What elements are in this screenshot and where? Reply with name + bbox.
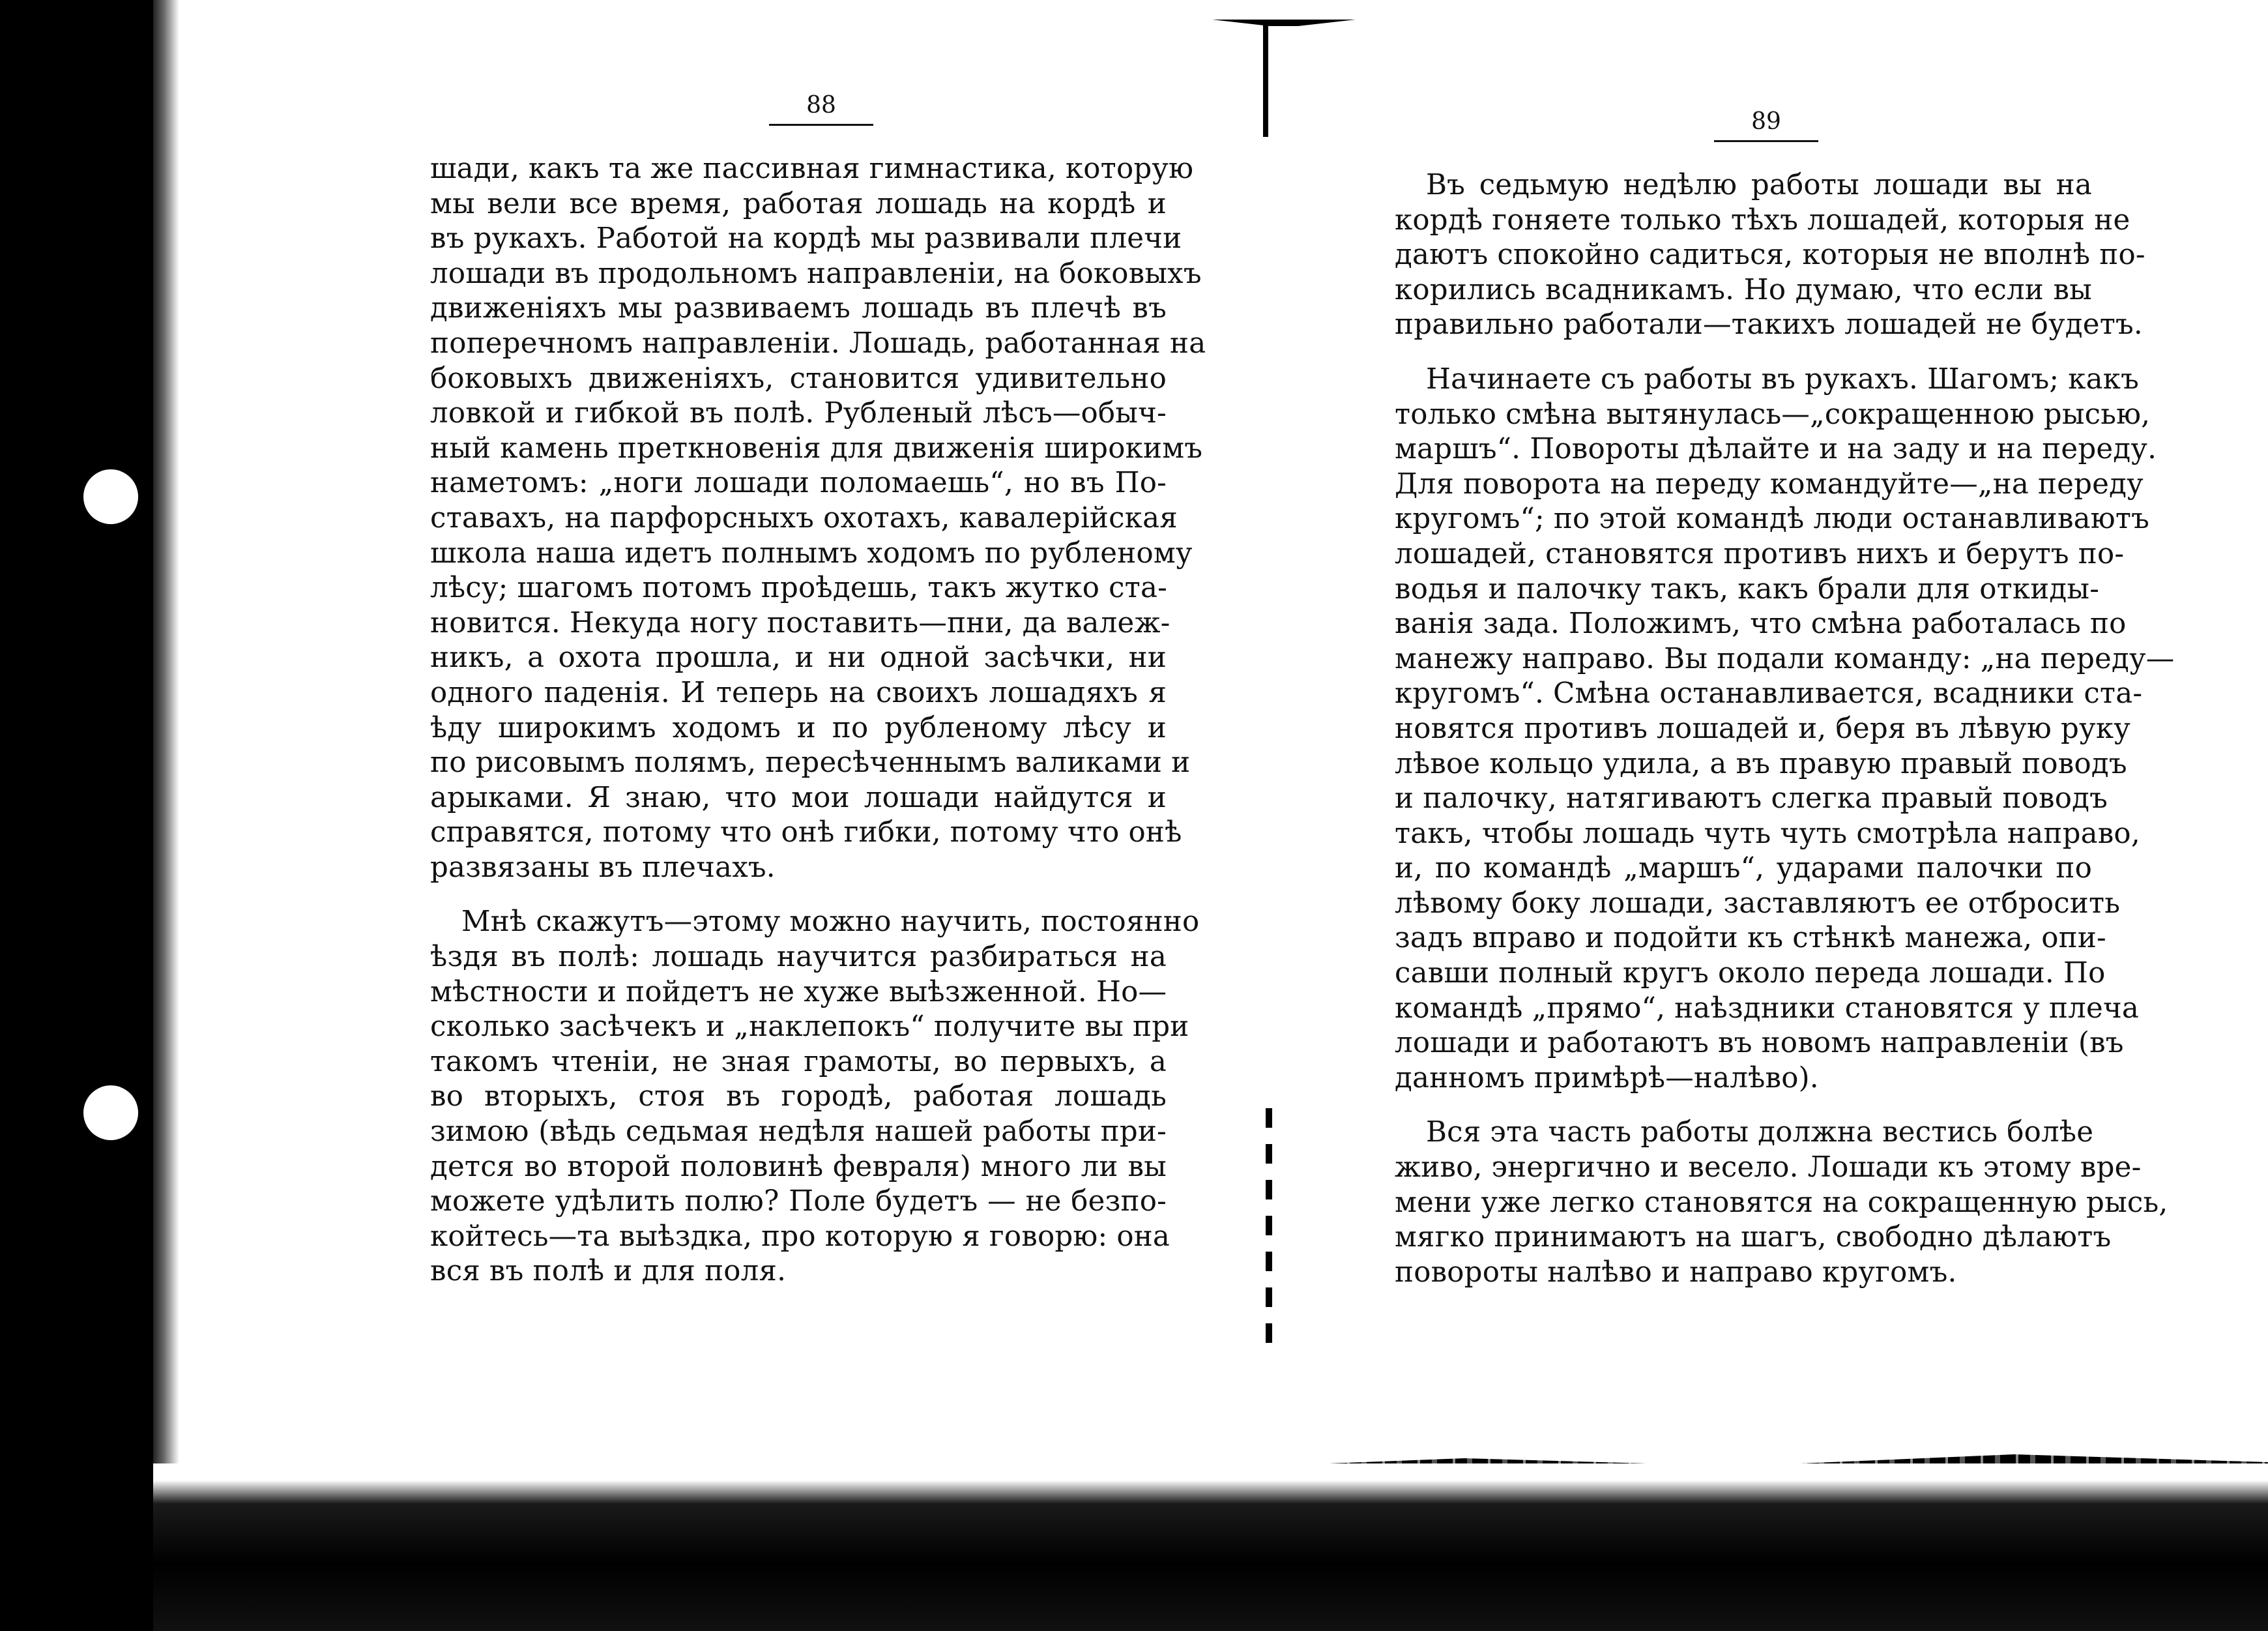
text-line: кругомъ“. Смѣна останавливается, всадники ста- [1395, 677, 2143, 711]
text-line: такъ, чтобы лошадь чуть чуть смотрѣла направо, [1395, 817, 2140, 850]
right-page [1395, 108, 2175, 1290]
text-line: зимою (вѣдь седьмая недѣля нашей работы при- [430, 1115, 1167, 1149]
text-line: никъ, а охота прошла, и ни одной засѣчки, ни [430, 641, 1167, 675]
scan-left-margin [0, 0, 153, 1631]
text-line: можете удѣлить полю? Поле будетъ — не безпо- [430, 1185, 1167, 1218]
text-line: Въ седьмую недѣлю работы лошади вы на [1426, 169, 2092, 201]
text-line: такомъ чтеніи, не зная грамоты, во первыхъ, а [430, 1045, 1167, 1078]
text-line: вся въ полѣ и для поля. [430, 1255, 787, 1288]
text-line: маршъ“. Повороты дѣлайте и на заду и на переду. [1395, 433, 2157, 466]
text-line: ловкой и гибкой въ полѣ. Рубленый лѣсъ—обыч- [430, 397, 1167, 430]
text-line: койтесь—та выѣздка, про которую я говорю: она [430, 1220, 1170, 1253]
text-line: задъ вправо и подойти къ стѣнкѣ манежа, опи- [1395, 922, 2106, 955]
text-line: поперечномъ направленіи. Лошадь, работанная на [430, 327, 1206, 360]
text-line: кругомъ“; по этой командѣ люди останавливаютъ [1395, 503, 2150, 536]
text-line: корились всадникамъ. Но думаю, что если вы [1395, 273, 2092, 306]
text-line: повороты налѣво и направо кругомъ. [1395, 1256, 1957, 1289]
text-line: кордѣ гоняете только тѣхъ лошадей, которыя не [1395, 203, 2130, 237]
text-line: дется во второй половинѣ февраля) много ли вы [430, 1150, 1167, 1183]
text-line: мени уже легко становятся на сокращенную рысь, [1395, 1186, 2168, 1219]
text-line: шади, какъ та же пассивная гимнастика, которую [430, 153, 1194, 185]
text-line: и палочку, натягиваютъ слегка правый поводъ [1395, 782, 2108, 816]
paragraph-gap [1395, 343, 2092, 362]
paragraph [1395, 168, 2145, 343]
text-line: развязаны въ плечахъ. [430, 851, 776, 884]
text-line: ѣду широкимъ ходомъ и по рубленому лѣсу и [430, 711, 1167, 744]
text-line: въ рукахъ. Работой на кордѣ мы развивали плечи [430, 222, 1182, 256]
text-line: мягко принимаютъ на шагъ, свободно дѣлаютъ [1395, 1221, 2112, 1254]
text-line: ставахъ, на парфорсныхъ охотахъ, кавалерійская [430, 501, 1178, 535]
text-line: мѣстности и пойдетъ не хуже выѣзженной. Но— [430, 975, 1167, 1008]
text-line: Мнѣ скажутъ—этому можно научить, постоянно [461, 905, 1200, 939]
text-line: наметомъ: „ноги лошади поломаешь“, но въ По- [430, 467, 1167, 500]
text-line: арыками. Я знаю, что мои лошади найдутся и [430, 781, 1167, 814]
text-line: лошади въ продольномъ направленіи, на боковыхъ [430, 257, 1202, 290]
text-line: боковыхъ движеніяхъ, становится удивительно [430, 362, 1167, 395]
text-line: савши полный кругъ около переда лошади. По [1395, 957, 2106, 990]
left-page [430, 91, 1206, 1289]
text-line: Начинаете съ работы въ рукахъ. Шагомъ; какъ [1426, 362, 2140, 396]
text-line: сколько засѣчекъ и „наклепокъ“ получите вы при [430, 1010, 1189, 1044]
text-line: манежу направо. Вы подали команду: „на переду— [1395, 642, 2175, 675]
gutter-top-mark [1212, 20, 1356, 26]
text-line: новятся противъ лошадей и, беря въ лѣвую руку [1395, 712, 2130, 745]
text-line: мы вели все время, работая лошадь на кордѣ и [430, 187, 1167, 220]
paragraph-gap [430, 885, 1167, 905]
text-line: и, по командѣ „маршъ“, ударами палочки по [1395, 852, 2092, 885]
text-line: ный камень преткновенія для движенія широкимъ [430, 432, 1203, 465]
paragraph [1395, 1115, 2168, 1290]
text-line: во вторыхъ, стоя въ городѣ, работая лошадь [430, 1080, 1167, 1113]
text-line: правильно работали—такихъ лошадей не будетъ. [1395, 308, 2143, 342]
punch-hole-top [83, 469, 138, 524]
text-line: новится. Некуда ногу поставить—пни, да валеж- [430, 606, 1170, 639]
page-number-right: 89 [1714, 108, 1818, 142]
text-line: живо, энергично и весело. Лошади къ этому вре- [1395, 1151, 2142, 1184]
text-line: Вся эта часть работы должна вестись болѣе [1426, 1116, 2094, 1149]
gutter-line [1263, 20, 1268, 137]
text-line: лошадей, становятся противъ нихъ и берутъ по- [1395, 537, 2125, 570]
text-line: даютъ спокойно садиться, которыя не вполнѣ по- [1395, 239, 2145, 272]
text-line: лошади и работаютъ въ новомъ направленіи (въ [1395, 1027, 2124, 1060]
text-line: по рисовымъ полямъ, пересѣченнымъ валиками и [430, 746, 1191, 780]
text-line: только смѣна вытянулась—„сокращенною рысью, [1395, 398, 2151, 431]
punch-hole-bottom [83, 1085, 138, 1140]
text-line: данномъ примѣрѣ—налѣво). [1395, 1061, 1819, 1095]
scan-bottom-margin [153, 1463, 2268, 1631]
left-page-text [430, 152, 1206, 1289]
text-line: ванія зада. Положимъ, что смѣна работалась по [1395, 608, 2127, 641]
paragraph-gap [1395, 1096, 2092, 1115]
page-number-left: 88 [769, 91, 873, 126]
text-line: командѣ „прямо“, наѣздники становятся у плеча [1395, 992, 2140, 1025]
text-line: одного паденія. И теперь на своихъ лошадяхъ я [430, 676, 1167, 709]
text-line: лѣвому боку лошади, заставляютъ ее отбросить [1395, 887, 2121, 920]
text-line: водья и палочку такъ, какъ брали для откиды- [1395, 572, 2100, 606]
gutter-marks [1266, 1108, 1272, 1343]
right-page-text [1395, 168, 2175, 1290]
text-line: Для поворота на переду командуйте—„на переду [1395, 467, 2144, 501]
text-line: справятся, потому что онѣ гибки, потому что онѣ [430, 816, 1182, 849]
scan-left-shadow [153, 0, 179, 1499]
text-line: школа наша идетъ полнымъ ходомъ по рубленому [430, 536, 1193, 570]
text-line: лѣсу; шагомъ потомъ проѣдешь, такъ жутко ста- [430, 572, 1167, 605]
text-line: лѣвое кольцо удила, а въ правую правый поводъ [1395, 747, 2127, 780]
paragraph [430, 152, 1206, 885]
paragraph [1395, 362, 2175, 1096]
text-line: ѣздя въ полѣ: лошадь научится разбираться на [430, 941, 1167, 974]
paragraph [430, 905, 1200, 1289]
text-line: движеніяхъ мы развиваемъ лошадь въ плечѣ въ [430, 292, 1167, 325]
